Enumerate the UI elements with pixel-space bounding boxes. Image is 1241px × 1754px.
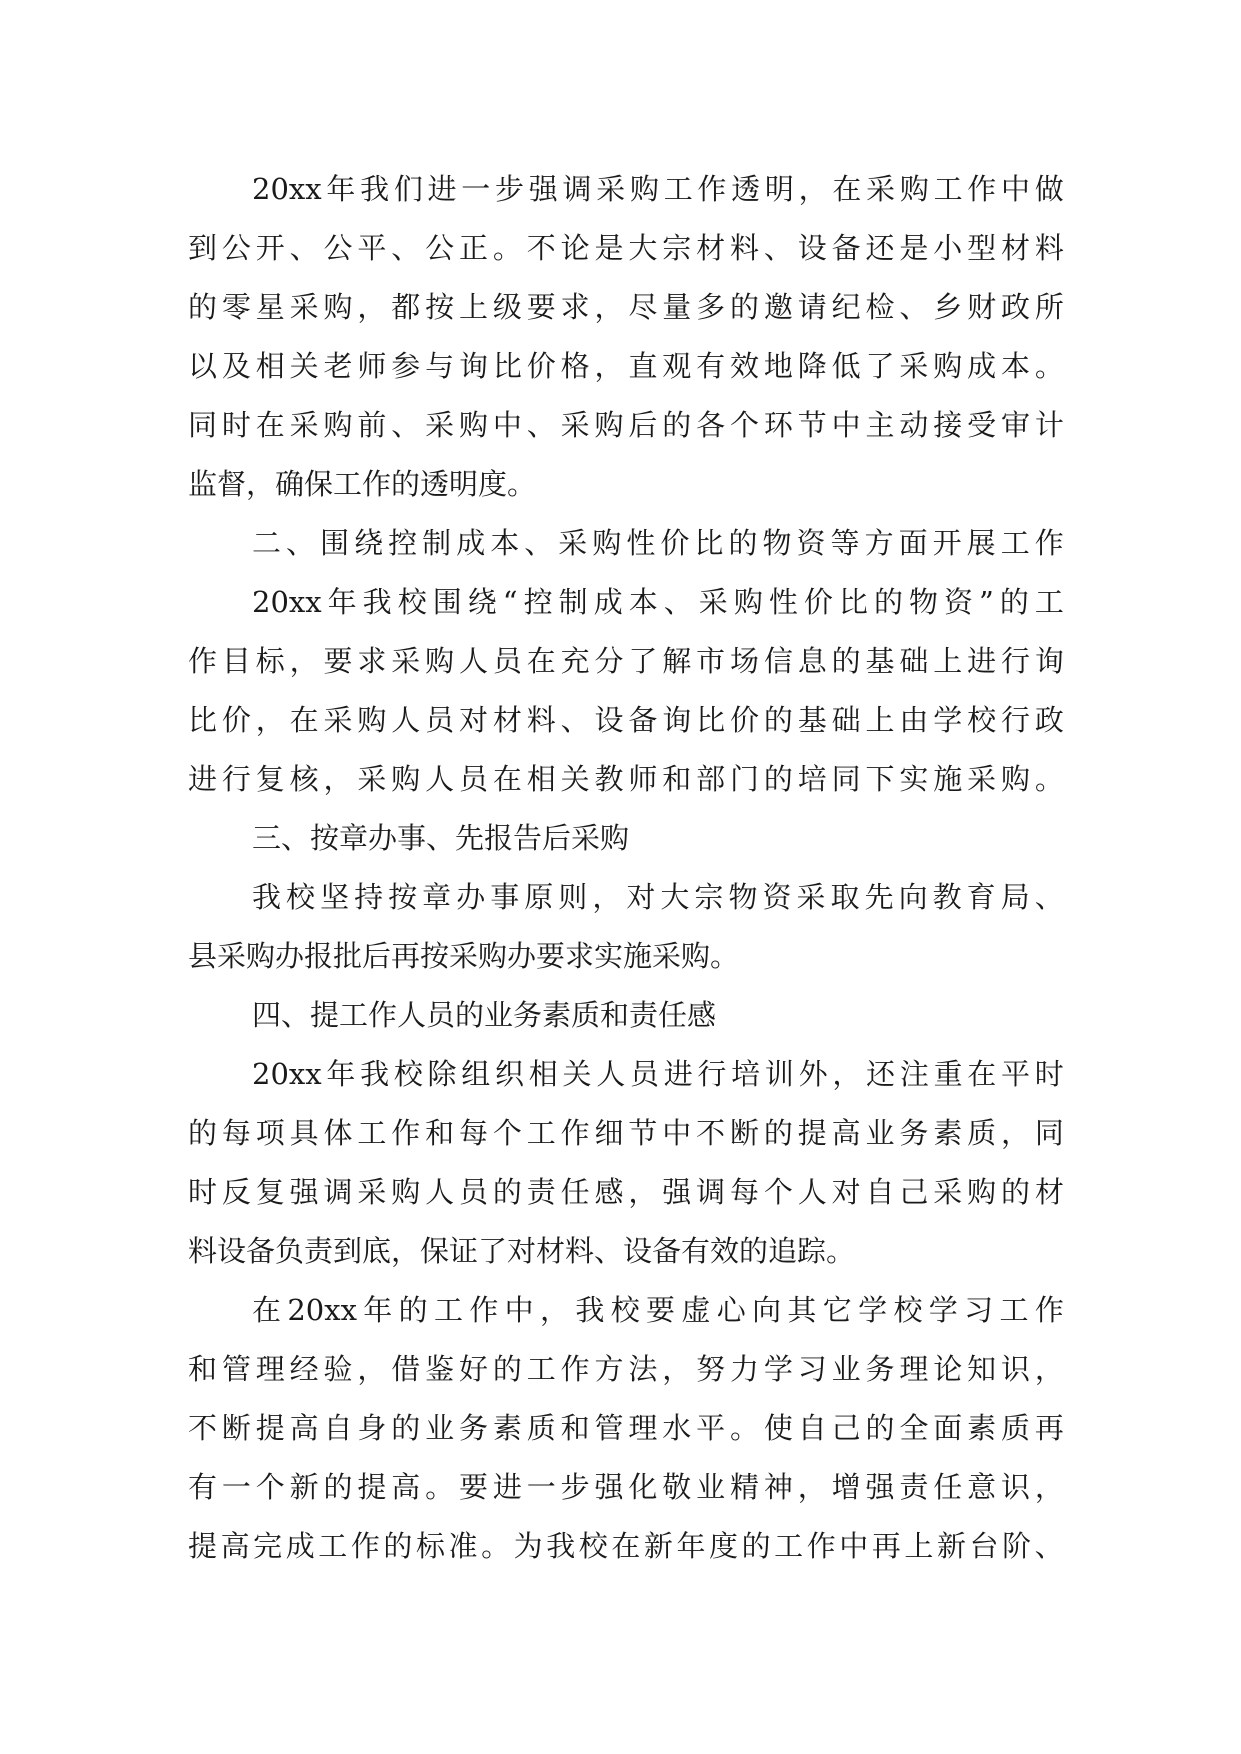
text-line: 料设备负责到底，保证了对材料、设备有效的追踪。 <box>188 1234 856 1268</box>
text-line: 三、按章办事、先报告后采购 <box>252 821 630 855</box>
text-line: 有 一 个 新 的 提 高 。 要 进 一 步 强 化 敬 业 精 神 ， 增 强 责 任 意 识 ， <box>188 1470 1064 1504</box>
text-line: 时 反 复 强 调 采 购 人 员 的 责 任 感 ， 强 调 每 个 人 对 自 己 采 购 的 材 <box>188 1175 1064 1209</box>
text-line: 不 断 提 高 自 身 的 业 务 素 质 和 管 理 水 平 。 使 自 己 的 全 面 素 质 再 <box>188 1411 1064 1445</box>
text-line: 作 目 标 ， 要 求 采 购 人 员 在 充 分 了 解 市 场 信 息 的 基 础 上 进 行 询 <box>188 644 1064 678</box>
document-body <box>188 160 1064 1576</box>
text-line: 的 零 星 采 购 ， 都 按 上 级 要 求 ， 尽 量 多 的 邀 请 纪 检 、 乡 财 政 所 <box>188 290 1064 324</box>
text-line: 在 20xx 年 的 工 作 中 ， 我 校 要 虚 心 向 其 它 学 校 学 习 工 作 <box>252 1293 1064 1327</box>
text-line: 比 价 ， 在 采 购 人 员 对 材 料 、 设 备 询 比 价 的 基 础 上 由 学 校 行 政 <box>188 703 1064 737</box>
text-line: 进 行 复 核 ， 采 购 人 员 在 相 关 教 师 和 部 门 的 培 同 下 实 施 采 购 。 <box>188 762 1064 796</box>
text-line: 到 公 开 、 公 平 、 公 正 。 不 论 是 大 宗 材 料 、 设 备 还 是 小 型 材 料 <box>188 231 1064 265</box>
text-line: 县采购办报批后再按采购办要求实施采购。 <box>188 939 740 973</box>
text-line: 同 时 在 采 购 前 、 采 购 中 、 采 购 后 的 各 个 环 节 中 主 动 接 受 审 计 <box>188 408 1064 442</box>
text-line: 的 每 项 具 体 工 作 和 每 个 工 作 细 节 中 不 断 的 提 高 业 务 素 质 ， 同 <box>188 1116 1064 1150</box>
text-line: 二 、 围 绕 控 制 成 本 、 采 购 性 价 比 的 物 资 等 方 面 开 展 工 作 <box>252 526 1064 560</box>
text-line: 我 校 坚 持 按 章 办 事 原 则 ， 对 大 宗 物 资 采 取 先 向 教 育 局 、 <box>252 880 1064 914</box>
text-line: 20xx 年 我 们 进 一 步 强 调 采 购 工 作 透 明 ， 在 采 购 工 作 中 做 <box>252 172 1064 206</box>
text-line: 提 高 完 成 工 作 的 标 准 。 为 我 校 在 新 年 度 的 工 作 中 再 上 新 台 阶 、 <box>188 1529 1064 1563</box>
text-line: 监督，确保工作的透明度。 <box>188 467 537 501</box>
text-line: 四、提工作人员的业务素质和责任感 <box>252 998 717 1032</box>
text-line: 20xx 年 我 校 围 绕 “ 控 制 成 本 、 采 购 性 价 比 的 物 资 ” 的 工 <box>252 585 1064 619</box>
text-line: 以 及 相 关 老 师 参 与 询 比 价 格 ， 直 观 有 效 地 降 低 了 采 购 成 本 。 <box>188 349 1064 383</box>
text-line: 和 管 理 经 验 ， 借 鉴 好 的 工 作 方 法 ， 努 力 学 习 业 务 理 论 知 识 ， <box>188 1352 1064 1386</box>
text-line: 20xx 年 我 校 除 组 织 相 关 人 员 进 行 培 训 外 ， 还 注 重 在 平 时 <box>252 1057 1064 1091</box>
